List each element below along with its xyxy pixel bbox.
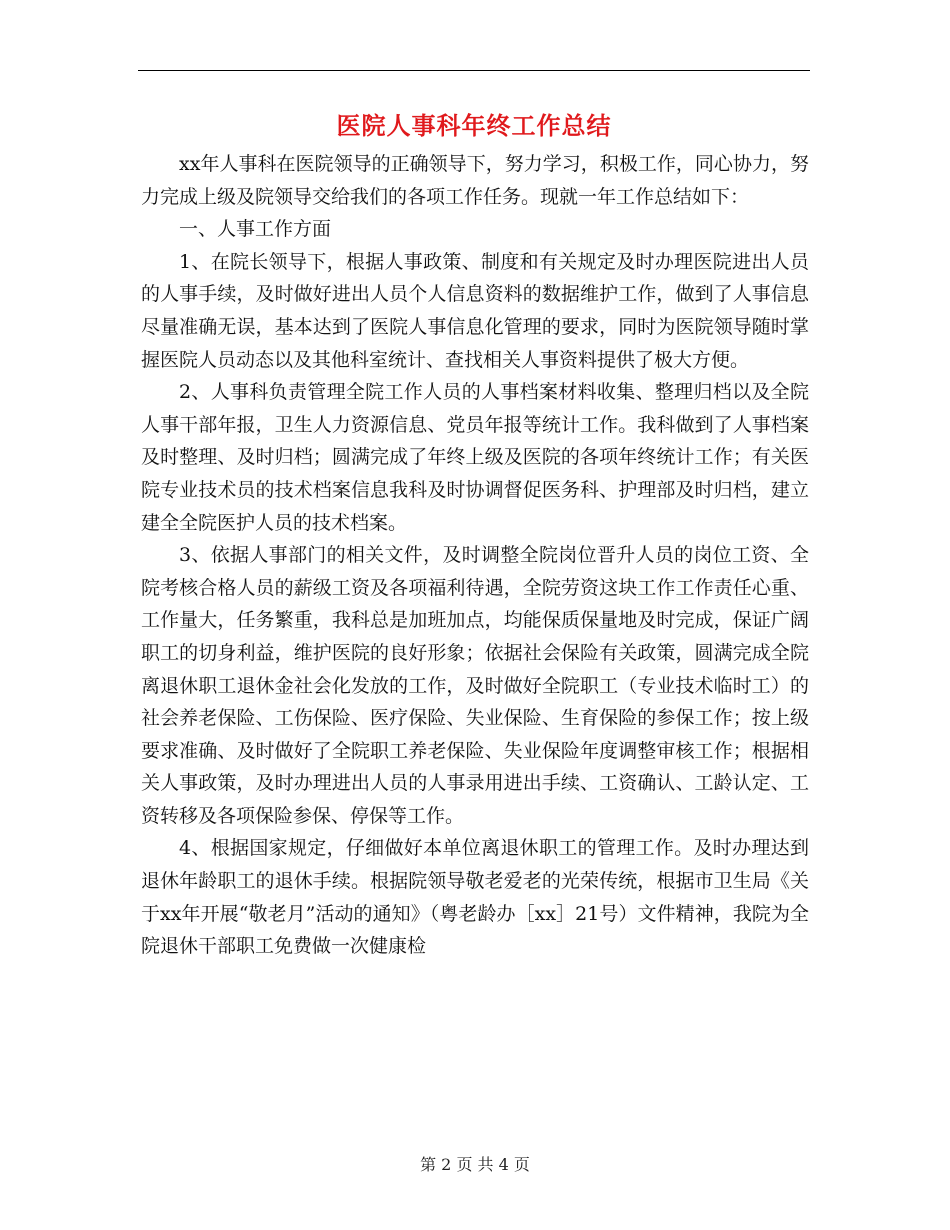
section-heading: 一、人事工作方面 [179, 218, 332, 241]
paragraph-item-2: 2、人事科负责管理全院工作人员的人事档案材料收集、整理归档以及全院人事干部年报，卫生人力资源信息、党员年报等统计工作。我科做到了人事档案及时整理、及时归档；圆满完成了年终上级及医院的各项年终统计工作；有关医院专业技术员的技术档案信息我科及时协调督促医务科、护理部及时归档，建立建全全院医护人员的技术档案。 [141, 381, 809, 534]
paragraph-item-4: 4、根据国家规定，仔细做好本单位离退休职工的管理工作。及时办理达到退休年龄职工的退休手续。根据院领导敬老爱老的光荣传统，根据市卫生局《关于xx年开展“敬老月”活动的通知》（粤老龄办［xx］21号）文件精神，我院为全院退休干部职工免费做一次健康检 [141, 837, 809, 958]
paragraph-intro: xx年人事科在医院领导的正确领导下，努力学习，积极工作，同心协力，努力完成上级及院领导交给我们的各项工作任务。现就一年工作总结如下： [141, 153, 809, 208]
page-number-footer: 第 2 页 共 4 页 [420, 1155, 530, 1174]
paragraph-item-1: 1、在院长领导下，根据人事政策、制度和有关规定及时办理医院进出人员的人事手续，及时做好进出人员个人信息资料的数据维护工作，做到了人事信息尽量准确无误，基本达到了医院人事信息化管理的要求，同时为医院领导随时掌握医院人员动态以及其他科室统计、查找相关人事资料提供了极大方便。 [141, 250, 809, 371]
header-rule [138, 70, 810, 71]
document-title: 医院人事科年终工作总结 [336, 111, 612, 140]
paragraph-item-3: 3、依据人事部门的相关文件，及时调整全院岗位晋升人员的岗位工资、全院考核合格人员的薪级工资及各项福利待遇，全院劳资这块工作工作责任心重、工作量大，任务繁重，我科总是加班加点，均能保质保量地及时完成，保证广阔职工的切身利益，维护医院的良好形象；依据社会保险有关政策，圆满完成全院离退休职工退休金社会化发放的工作，及时做好全院职工（专业技术临时工）的社会养老保险、工伤保险、医疗保险、失业保险、生育保险的参保工作；按上级要求准确、及时做好了全院职工养老保险、失业保险年度调整审核工作；根据相关人事政策，及时办理进出人员的人事录用进出手续、工资确认、工龄认定、工资转移及各项保险参保、停保等工作。 [141, 544, 809, 827]
document-body [141, 148, 809, 963]
